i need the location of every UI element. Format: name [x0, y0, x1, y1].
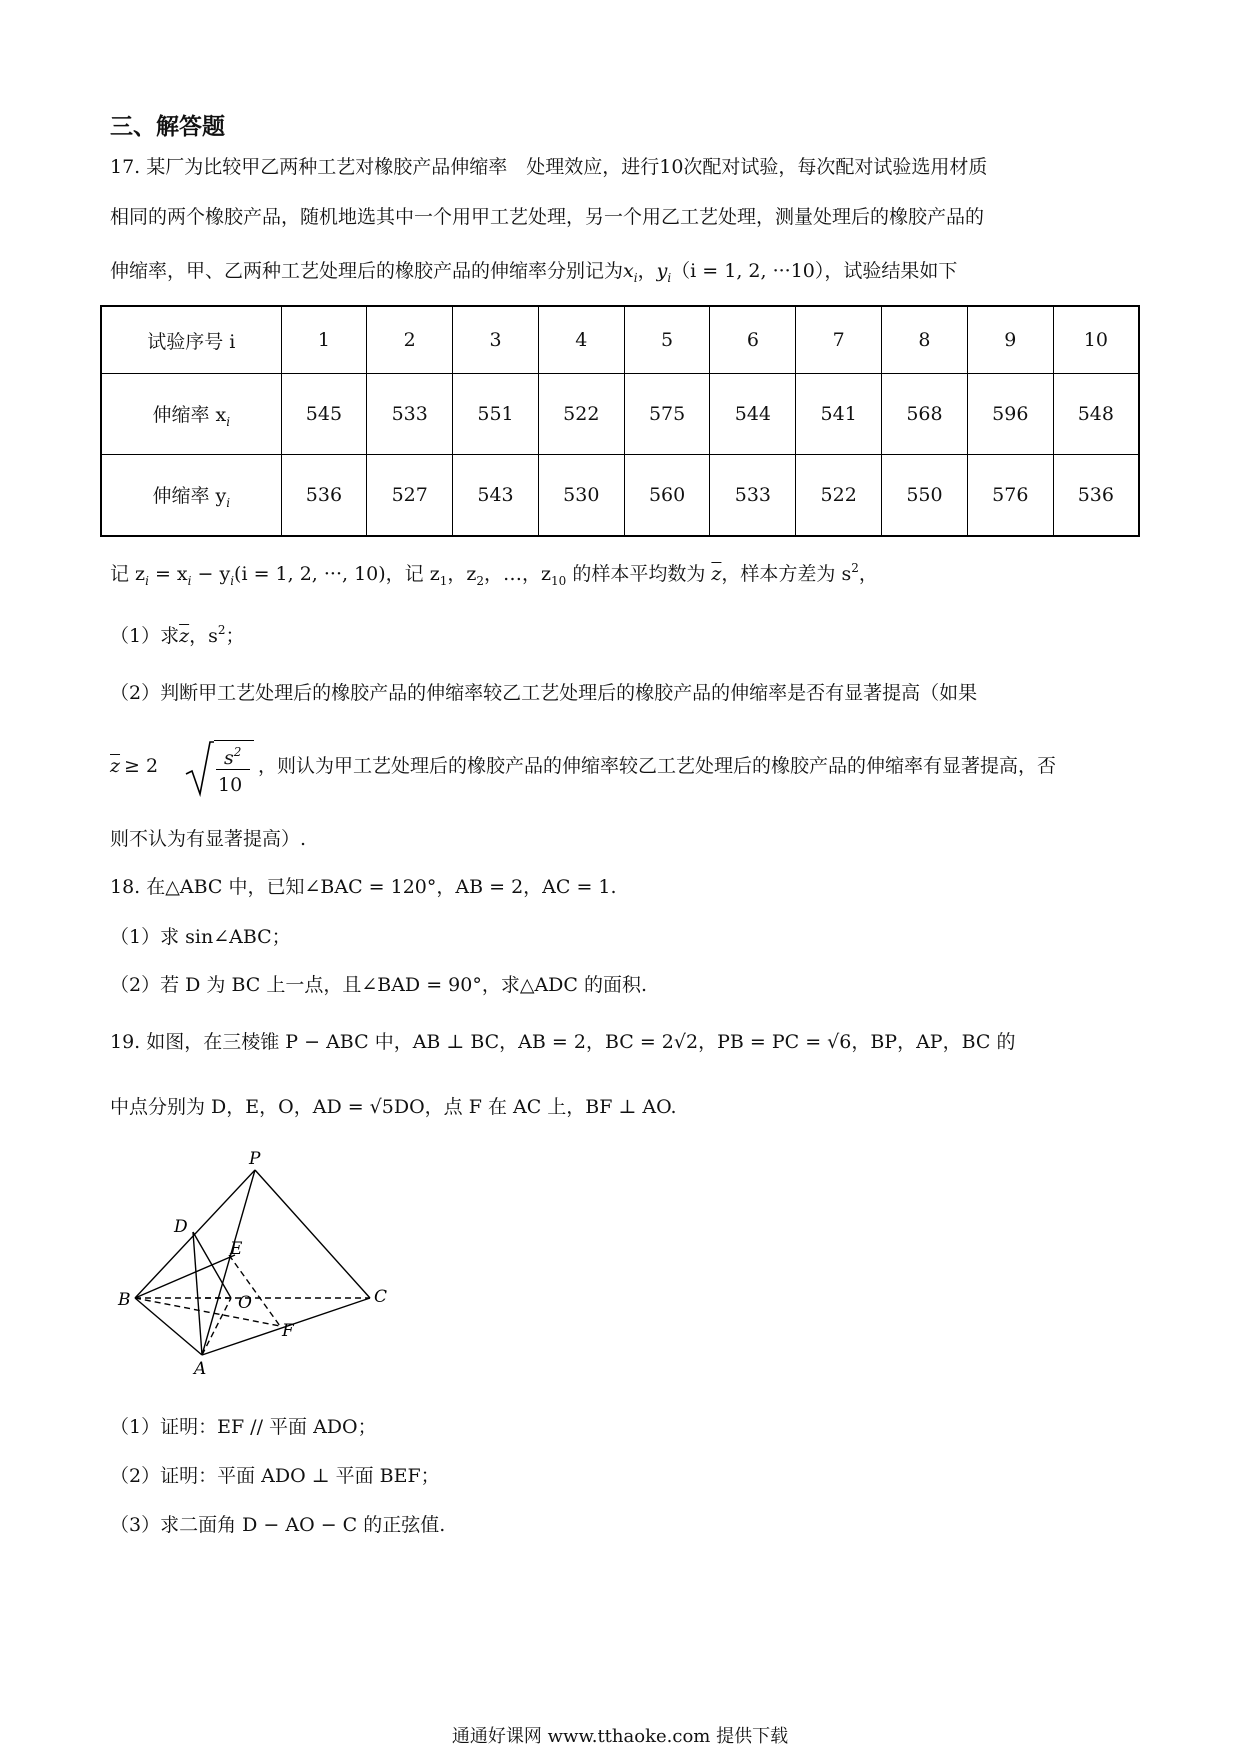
table-cell: 4	[538, 306, 624, 374]
table-cell: 550	[882, 455, 968, 537]
row-label: 伸缩率 $y_i$	[101, 455, 281, 537]
q18-part1: （1）求 sin∠ABC；	[110, 926, 291, 948]
q18-line1: 18. 在△ABC 中，已知∠BAC = 120°，AB = 2，AC = 1.	[110, 876, 617, 898]
pyramid-figure	[110, 1150, 410, 1380]
footer-text: 通通好课网 www.tthaoke.com 提供下载	[451, 1726, 789, 1747]
sep: ，	[637, 260, 657, 282]
var-y: y	[656, 260, 668, 282]
table-cell: 576	[967, 455, 1053, 537]
q17-line3-text: 伸缩率，甲、乙两种工艺处理后的橡胶产品的伸缩率分别记为	[110, 260, 624, 282]
table-cell: 544	[710, 374, 796, 455]
table-cell: 536	[1053, 455, 1139, 537]
q17-line2: 相同的两个橡胶产品，随机地选其中一个用甲工艺处理，另一个用乙工艺处理，测量处理后的橡胶产品的	[110, 206, 985, 228]
q19-line2: 中点分别为 D，E，O，AD = √5DO，点 F 在 AC 上，BF ⊥ AO.	[110, 1096, 677, 1118]
table-header-row	[101, 306, 1139, 374]
label-F: F	[282, 1321, 294, 1341]
sub-i: i	[633, 271, 638, 285]
table-cell: 533	[710, 455, 796, 537]
table-cell: 533	[367, 374, 453, 455]
table-cell: 560	[624, 455, 710, 537]
label-A: A	[194, 1359, 207, 1379]
table-cell: 530	[538, 455, 624, 537]
table-cell: 9	[967, 306, 1053, 374]
table-cell: 536	[281, 455, 367, 537]
table-cell: 548	[1053, 374, 1139, 455]
q17-line3	[110, 262, 957, 284]
q19-line1: 19. 如图，在三棱锥 P − ABC 中，AB ⊥ BC，AB = 2，BC = 2√2，PB = PC = √6，BP，AP，BC 的	[110, 1031, 1016, 1053]
table-cell: 5	[624, 306, 710, 374]
label-C: C	[374, 1287, 388, 1307]
section-title: 三、解答题	[110, 114, 225, 140]
table-row-x	[101, 374, 1139, 455]
table-cell: 527	[367, 455, 453, 537]
table-row-y	[101, 455, 1139, 537]
table-cell: 10	[1053, 306, 1139, 374]
q17-note: 记 $z_i = x_i - y_i(i = 1$, 2, ···, 10)，记 $z_1$，$z_2$，…，$z_{10}$ 的样本平均数为 $\overline{z}$，样本方差为 $s^2$，	[110, 561, 878, 588]
table-cell: 543	[453, 455, 539, 537]
table-cell: 2	[367, 306, 453, 374]
sqrt-denominator: 10	[218, 774, 243, 796]
table-cell: 7	[796, 306, 882, 374]
q19-part1: （1）证明：EF // 平面 ADO；	[110, 1416, 377, 1438]
var-x: x	[623, 260, 634, 282]
table-cell: 522	[538, 374, 624, 455]
table-cell: 575	[624, 374, 710, 455]
table-cell: 8	[882, 306, 968, 374]
q17-part2-end: 则不认为有显著提高）.	[110, 828, 307, 850]
q19-part3: （3）求二面角 D − AO − C 的正弦值.	[110, 1514, 446, 1536]
table-cell: 545	[281, 374, 367, 455]
q17-range: （i = 1, 2, ···10），试验结果如下	[671, 260, 958, 282]
table-cell: 596	[967, 374, 1053, 455]
table-cell: 522	[796, 455, 882, 537]
label-E: E	[230, 1239, 243, 1259]
sub-i: i	[667, 271, 672, 285]
q17-line1: 17. 某厂为比较甲乙两种工艺对橡胶产品伸缩率 处理效应，进行10次配对试验，每次配对试验选用材质	[110, 156, 988, 178]
sqrt-sign-icon	[184, 740, 214, 798]
table-cell: 551	[453, 374, 539, 455]
q18-part2: （2）若 D 为 BC 上一点，且∠BAD = 90°，求△ADC 的面积.	[110, 974, 648, 996]
table-cell: 6	[710, 306, 796, 374]
q17-part1: （1）求$\overline{z}$，$s^2$；	[110, 623, 245, 647]
label-D: D	[174, 1217, 188, 1237]
q17-part2: （2）判断甲工艺处理后的橡胶产品的伸缩率较乙工艺处理后的橡胶产品的伸缩率是否有显著提高（如果	[110, 682, 978, 704]
q17-part2-rest: ，则认为甲工艺处理后的橡胶产品的伸缩率较乙工艺处理后的橡胶产品的伸缩率有显著提高，否	[258, 755, 1057, 777]
row-label: 伸缩率 $x_i$	[101, 374, 281, 455]
experiment-table	[100, 305, 1140, 537]
label-O: O	[238, 1293, 252, 1313]
sqrt-numerator: $s^2$	[224, 745, 242, 769]
table-cell: 试验序号 i	[101, 306, 281, 374]
label-P: P	[249, 1150, 261, 1169]
q19-part2: （2）证明：平面 ADO ⊥ 平面 BEF；	[110, 1465, 440, 1487]
table-cell: 3	[453, 306, 539, 374]
label-B: B	[118, 1290, 131, 1310]
table-cell: 541	[796, 374, 882, 455]
table-cell: 568	[882, 374, 968, 455]
table-cell: 1	[281, 306, 367, 374]
